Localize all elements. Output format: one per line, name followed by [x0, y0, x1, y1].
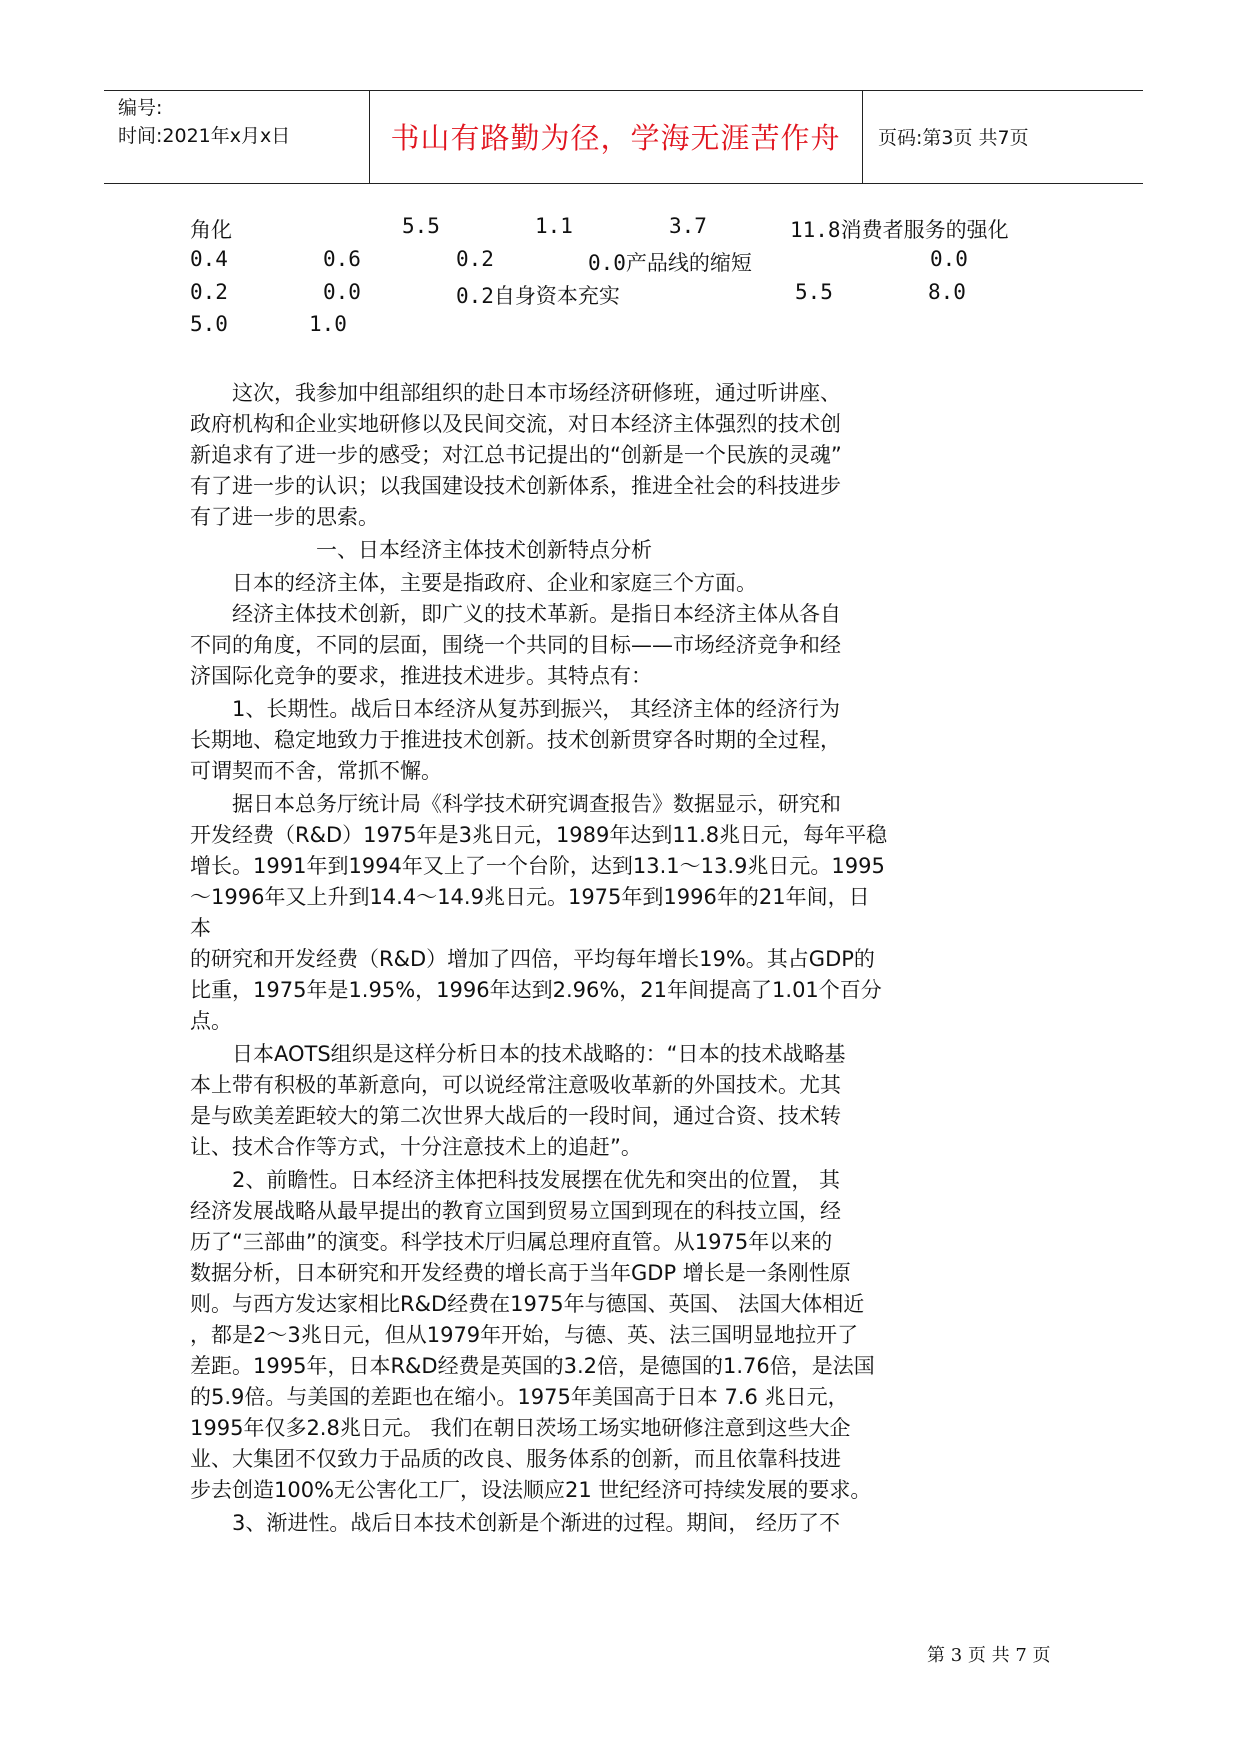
header-motto: 书山有路勤为径，学海无涯苦作舟 [390, 121, 841, 155]
body-line: ～1996年又上升到14.4～14.9兆日元。1975年到1996年的21年间，日 [190, 885, 870, 909]
table-cell: 角化 [190, 218, 232, 242]
header-page-label: 页码:第3页 共7页 [878, 127, 1029, 149]
serial-label: 编号: [118, 97, 163, 119]
table-cell: 3.7 [669, 214, 707, 238]
header-bottom-rule [104, 183, 1143, 184]
body-line: 经济发展战略从最早提出的教育立国到贸易立国到现在的科技立国，经 [190, 1199, 841, 1223]
body-line: 有了进一步的思索。 [190, 505, 379, 529]
body-line: 不同的角度，不同的层面，围绕一个共同的目标——市场经济竞争和经 [190, 633, 841, 657]
body-line: 的5.9倍。与美国的差距也在缩小。1975年美国高于日本 7.6 兆日元， [190, 1385, 849, 1409]
body-line: 这次，我参加中组部组织的赴日本市场经济研修班，通过听讲座、 [190, 381, 841, 405]
header-meta [118, 94, 290, 150]
body-line: 政府机构和企业实地研修以及民间交流，对日本经济主体强烈的技术创 [190, 412, 841, 436]
body-line: 本上带有积极的革新意向，可以说经常注意吸收革新的外国技术。尤其 [190, 1073, 841, 1097]
body-line: 开发经费（R&D）1975年是3兆日元，1989年达到11.8兆日元，每年平稳 [190, 823, 888, 847]
table-cell: 11.8消费者服务的强化 [790, 218, 1009, 242]
body-line: 1995年仅多2.8兆日元。 我们在朝日茨场工场实地研修注意到这些大企 [190, 1416, 851, 1440]
body-line: ，都是2～3兆日元，但从1979年开始，与德、英、法三国明显地拉开了 [190, 1323, 859, 1347]
body-line: 据日本总务厅统计局《科学技术研究调查报告》数据显示，研究和 [190, 792, 841, 816]
body-line: 步去创造100%无公害化工厂，设法顺应21 世纪经济可持续发展的要求。 [190, 1478, 872, 1502]
time-label: 时间:2021年x月x日 [118, 125, 291, 147]
body-line: 日本AOTS组织是这样分析日本的技术战略的：“日本的技术战略基 [190, 1042, 846, 1066]
table-cell: 5.5 [402, 214, 440, 238]
body-line: 经济主体技术创新，即广义的技术革新。是指日本经济主体从各自 [190, 602, 841, 626]
body-line: 日本的经济主体，主要是指政府、企业和家庭三个方面。 [190, 571, 757, 595]
body-line: 业、大集团不仅致力于品质的改良、服务体系的创新，而且依靠科技进 [190, 1447, 841, 1471]
body-line: 3、渐进性。战后日本技术创新是个渐进的过程。期间， 经历了不 [190, 1511, 841, 1535]
body-line: 济国际化竞争的要求，推进技术进步。其特点有： [190, 664, 652, 688]
body-line: 比重，1975年是1.95%，1996年达到2.96%，21年间提高了1.01个百分 [190, 978, 882, 1002]
body-line: 差距。1995年，日本R&D经费是英国的3.2倍，是德国的1.76倍，是法国 [190, 1354, 875, 1378]
body-line: 增长。1991年到1994年又上了一个台阶，达到13.1～13.9兆日元。1995 [190, 854, 885, 878]
body-line: 一、日本经济主体技术创新特点分析 [190, 538, 652, 562]
body-line: 的研究和开发经费（R&D）增加了四倍，平均每年增长19%。其占GDP的 [190, 947, 875, 971]
body-line: 本 [190, 916, 211, 940]
table-cell: 0.0产品线的缩短 [588, 251, 752, 275]
table-cell: 1.1 [535, 214, 573, 238]
body-line: 长期地、稳定地致力于推进技术创新。技术创新贯穿各时期的全过程， [190, 728, 841, 752]
table-cell: 0.0 [323, 280, 361, 304]
body-line: 1、长期性。战后日本经济从复苏到振兴， 其经济主体的经济行为 [190, 697, 841, 721]
table-cell: 0.2自身资本充实 [456, 284, 620, 308]
body-line: 历了“三部曲”的演变。科学技术厅归属总理府直管。从1975年以来的 [190, 1230, 833, 1254]
body-line: 点。 [190, 1009, 232, 1033]
table-cell: 0.0 [930, 247, 968, 271]
body-line: 可谓契而不舍，常抓不懈。 [190, 759, 442, 783]
body-line: 则。与西方发达家相比R&D经费在1975年与德国、英国、 法国大体相近 [190, 1292, 865, 1316]
body-line: 是与欧美差距较大的第二次世界大战后的一段时间，通过合资、技术转 [190, 1104, 841, 1128]
table-cell: 5.5 [795, 280, 833, 304]
body-line: 新追求有了进一步的感受；对江总书记提出的“创新是一个民族的灵魂” [190, 443, 842, 467]
table-cell: 0.2 [456, 247, 494, 271]
table-cell: 0.2 [190, 280, 228, 304]
table-cell: 0.6 [323, 247, 361, 271]
table-cell: 5.0 [190, 312, 228, 336]
table-cell: 1.0 [309, 312, 347, 336]
table-cell: 0.4 [190, 247, 228, 271]
body-line: 2、前瞻性。日本经济主体把科技发展摆在优先和突出的位置， 其 [190, 1168, 841, 1192]
table-cell: 8.0 [928, 280, 966, 304]
body-line: 让、技术合作等方式，十分注意技术上的追赶”。 [190, 1135, 642, 1159]
body-line: 数据分析，日本研究和开发经费的增长高于当年GDP 增长是一条刚性原 [190, 1261, 851, 1285]
footer-page-number: 第 3 页 共 7 页 [927, 1645, 1051, 1666]
body-line: 有了进一步的认识；以我国建设技术创新体系，推进全社会的科技进步 [190, 474, 841, 498]
header-divider-right [862, 90, 863, 183]
